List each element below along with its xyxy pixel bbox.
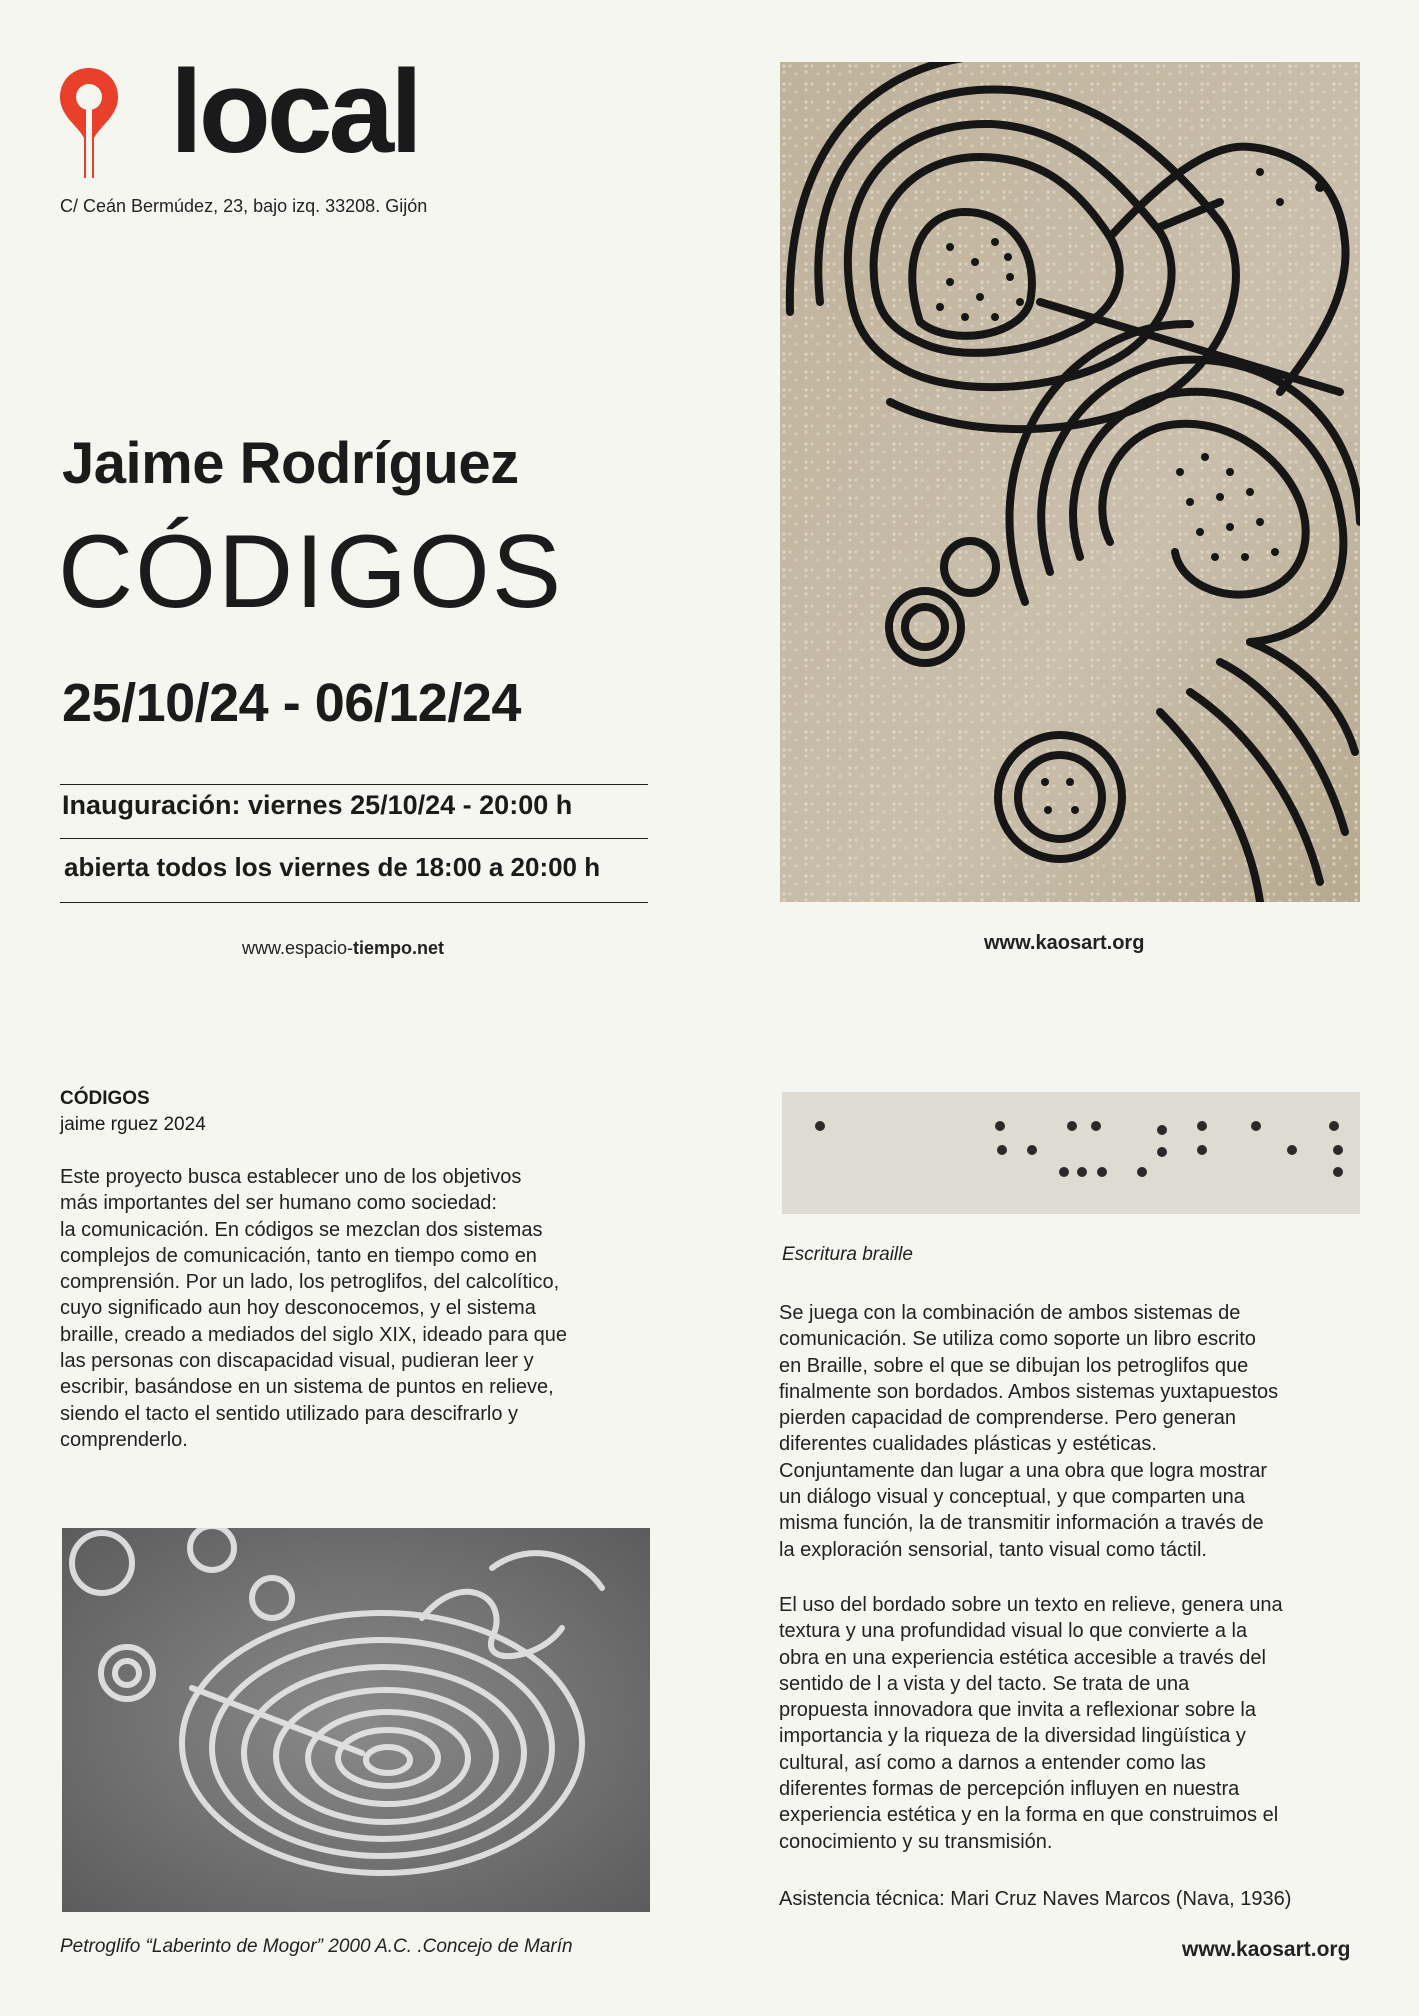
statement-subtitle: jaime rguez 2024: [60, 1114, 206, 1135]
opening-hours: abierta todos los viernes de 18:00 a 20:00 h: [64, 852, 601, 882]
text-line: las personas con discapacidad visual, pudieran leer y: [60, 1350, 534, 1373]
petroglyph-caption: Petroglifo “Laberinto de Mogor” 2000 A.C. .Concejo de Marín: [60, 1936, 573, 1957]
opening-info: Inauguración: viernes 25/10/24 - 20:00 h: [62, 790, 573, 820]
text-line: más importantes del ser humano como sociedad:: [60, 1192, 497, 1215]
text-line: comprenderlo.: [60, 1428, 188, 1451]
text-line: Conjuntamente dan lugar a una obra que logra mostrar: [779, 1459, 1268, 1482]
text-line: obra en una experiencia estética accesible a través del: [779, 1646, 1266, 1669]
petroglyph-drawing: [62, 1528, 650, 1912]
local-logo: [58, 46, 478, 182]
text-line: propuesta innovadora que invita a reflexionar sobre la: [779, 1699, 1256, 1722]
exhibition-title: CÓDIGOS: [58, 514, 564, 630]
text-line: experiencia estética y en la forma en que construimos el: [779, 1804, 1279, 1827]
text-line: la exploración sensorial, tanto visual como táctil.: [779, 1538, 1207, 1561]
petroglyph-image: [62, 1528, 650, 1912]
text-line: comunicación. Se utiliza como soporte un libro escrito: [779, 1328, 1256, 1351]
text-line: sentido de l a vista y del tacto. Se trata de una: [779, 1672, 1190, 1695]
venue-address: C/ Ceán Bermúdez, 23, bajo izq. 33208. Gijón: [60, 196, 428, 216]
website-prefix: www.espacio-: [242, 938, 354, 958]
map-pin-icon: [58, 66, 120, 180]
text-line: cultural, así como a darnos a entender como las: [779, 1751, 1206, 1774]
website-kaosart-top[interactable]: www.kaosart.org: [984, 932, 1145, 954]
divider: [60, 784, 648, 785]
text-line: Se juega con la combinación de ambos sistemas de: [779, 1302, 1241, 1324]
text-line: finalmente son bordados. Ambos sistemas yuxtapuestos: [779, 1380, 1279, 1403]
website-kaosart-bottom[interactable]: www.kaosart.org: [1182, 1938, 1351, 1961]
text-line: diferentes cualidades plásticas y estéticas.: [779, 1433, 1157, 1456]
statement-title: CÓDIGOS: [60, 1088, 150, 1109]
text-line: complejos de comunicación, tanto en tiempo como en: [60, 1244, 537, 1267]
text-line: textura y una profundidad visual lo que convierte a la: [779, 1620, 1248, 1643]
exhibition-dates: 25/10/24 - 06/12/24: [62, 673, 521, 733]
text-line: escribir, basándose en un sistema de puntos en relieve,: [60, 1376, 554, 1399]
artwork-drawing: [780, 62, 1360, 902]
text-line: en Braille, sobre el que se dibujan los petroglifos que: [779, 1354, 1249, 1377]
website-bold: tiempo.net: [353, 938, 445, 958]
braille-image: [782, 1092, 1360, 1214]
text-line: conocimiento y su transmisión.: [779, 1830, 1053, 1853]
text-line: braille, creado a mediados del siglo XIX, ideado para que: [60, 1323, 567, 1346]
text-line: un diálogo visual y conceptual, y que comparten una: [779, 1486, 1245, 1509]
braille-caption: Escritura braille: [782, 1244, 913, 1265]
text-line: importancia y la riqueza de la diversidad lingüística y: [779, 1725, 1246, 1748]
statement-right-text-2: [779, 1592, 1369, 1855]
text-line: comprensión. Por un lado, los petroglifos, del calcolítico,: [60, 1271, 560, 1294]
text-line: pierden capacidad de comprenderse. Pero generan: [779, 1407, 1236, 1430]
divider: [60, 902, 648, 903]
text-line: la comunicación. En códigos se mezclan dos sistemas: [60, 1218, 543, 1241]
statement-left-text: [60, 1164, 660, 1453]
artist-name: Jaime Rodríguez: [62, 431, 519, 496]
statement-right-text-1: [779, 1300, 1369, 1563]
logo-wordmark: local: [170, 46, 419, 178]
text-line: El uso del bordado sobre un texto en relieve, genera una: [779, 1594, 1283, 1616]
text-line: Este proyecto busca establecer uno de los objetivos: [60, 1166, 522, 1188]
text-line: misma función, la de transmitir información a través de: [779, 1512, 1264, 1535]
divider: [60, 838, 648, 839]
artwork-image: [780, 62, 1360, 902]
technical-credit: Asistencia técnica: Mari Cruz Naves Marcos (Nava, 1936): [779, 1888, 1292, 1910]
text-line: cuyo significado aun hoy desconocemos, y el sistema: [60, 1297, 536, 1320]
website-espacio-tiempo[interactable]: [242, 938, 444, 959]
braille-drawing: [782, 1092, 1360, 1214]
text-line: siendo el tacto el sentido utilizado para descifrarlo y: [60, 1402, 519, 1425]
text-line: diferentes formas de percepción influyen en nuestra: [779, 1778, 1240, 1801]
